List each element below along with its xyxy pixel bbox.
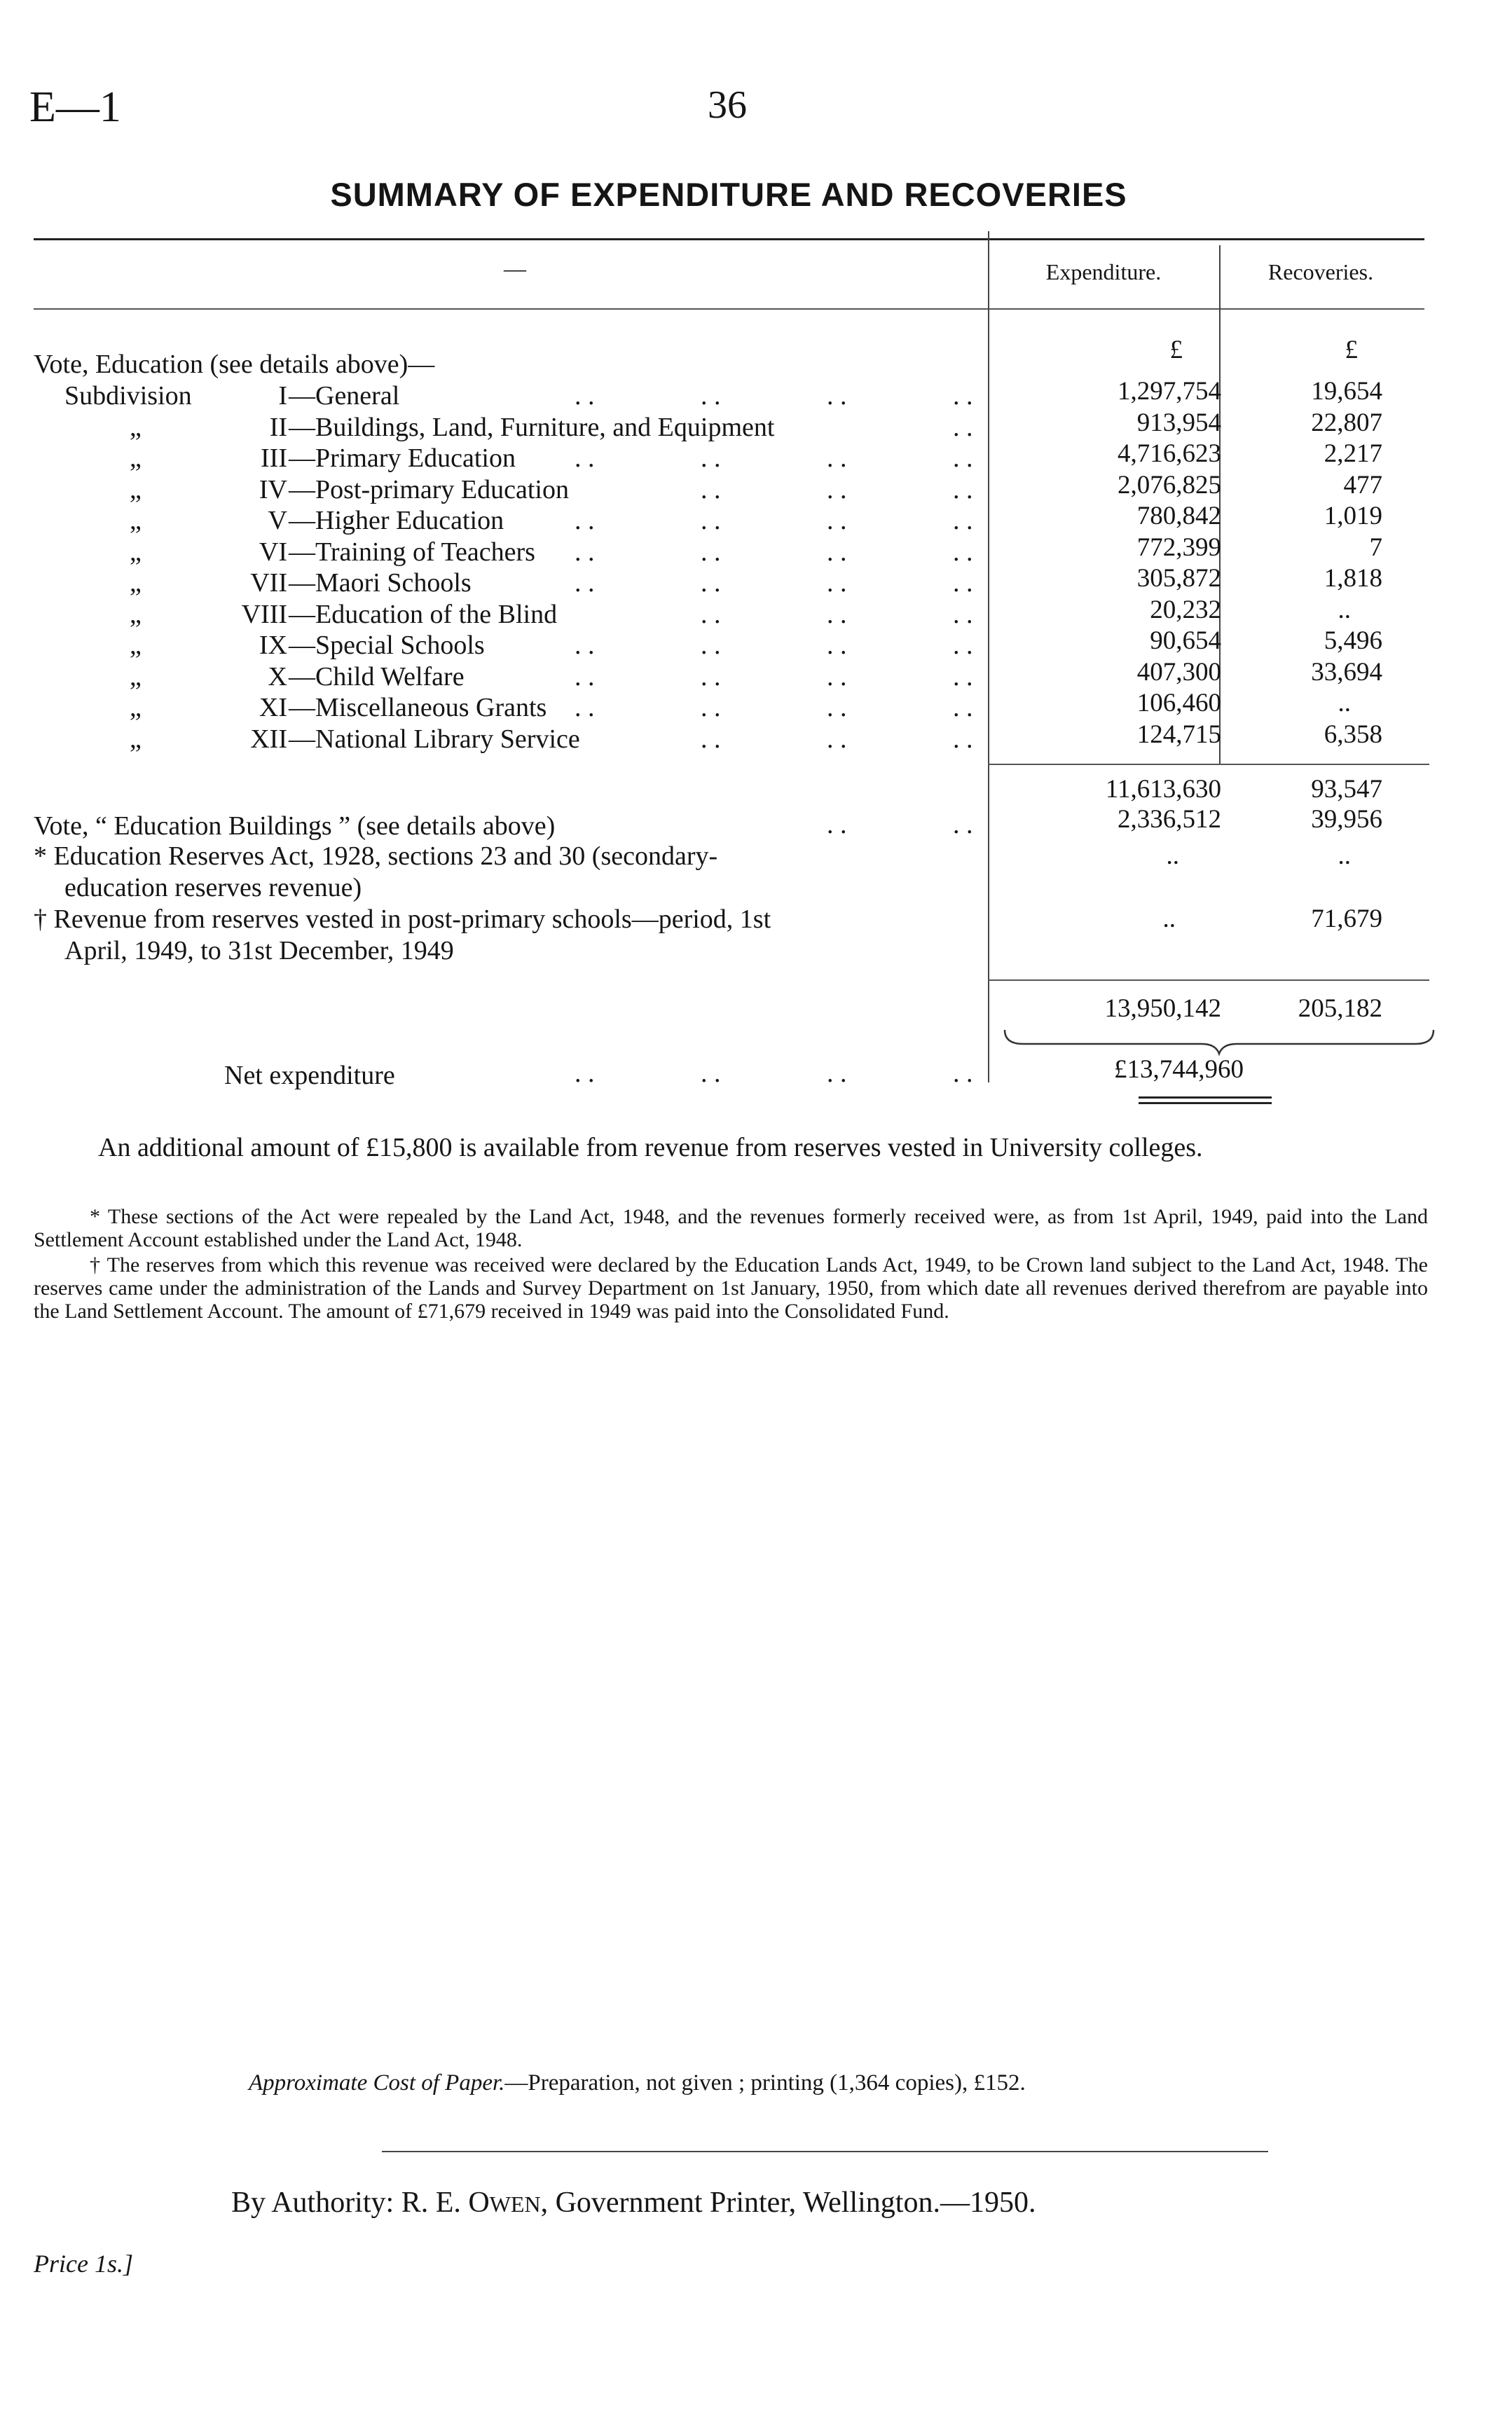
leader-dots: . . xyxy=(827,443,847,473)
authority-name-rest: WEN xyxy=(489,2191,541,2217)
leader-dots: . . xyxy=(953,693,973,722)
leader-dots: . . xyxy=(701,631,721,660)
subdivision-recoveries: 1,019 xyxy=(1324,502,1382,530)
subdivision-row xyxy=(0,595,1512,630)
leader-dots: . . xyxy=(701,661,721,691)
ditto-mark: „ xyxy=(130,599,142,629)
table-header-bottom-rule xyxy=(34,308,1424,310)
leader-dots: . . xyxy=(701,474,721,504)
subdivision-row xyxy=(0,626,1512,661)
subtotal-rule xyxy=(988,764,1429,765)
authority-prefix: By Authority: R. E. xyxy=(231,2187,469,2219)
leader-dots: . . xyxy=(575,381,595,411)
subdivision-recoveries: 1,818 xyxy=(1324,564,1382,593)
ditto-mark: „ xyxy=(130,568,142,598)
leader-dots: . . xyxy=(701,693,721,722)
leader-dots: . . xyxy=(575,631,595,660)
report-code: E—1 xyxy=(29,83,121,131)
subdivision-recoveries: 22,807 xyxy=(1311,408,1382,437)
subdivision-recoveries: 5,496 xyxy=(1324,626,1382,655)
column-head-recoveries: Recoveries. xyxy=(1267,259,1374,284)
buildings-leader: . . xyxy=(827,810,847,839)
cost-of-paper xyxy=(249,2070,1026,2096)
net-double-rule-2 xyxy=(1139,1102,1272,1104)
table-top-rule xyxy=(34,238,1424,240)
reserves-act-expenditure: .. xyxy=(1166,841,1179,870)
footnote-2: † The reserves from which this revenue was received were declared by the Education Lands Act, 1949, to be Crown land subject to the Land Act, 1948. The reserves came under the administration of the Lands and Survey Department on 1st January, 1950, from which date all revenues derived therefrom are payable into the Land Settlement Account. The amount of £71,679 received in 1949 was paid into the Consolidated Fund. xyxy=(34,1253,1428,1323)
authority-suffix: , Government Printer, Wellington.—1950. xyxy=(540,2187,1036,2219)
imprint-rule xyxy=(382,2151,1268,2152)
leader-dots: . . xyxy=(827,537,847,567)
subdivision-name: —Training of Teachers xyxy=(289,537,535,567)
buildings-recoveries: 39,956 xyxy=(1311,805,1382,834)
subdivision-numeral: IX xyxy=(259,631,287,660)
currency-symbol-recoveries: £ xyxy=(1345,336,1358,364)
revenue-reserves-recoveries: 71,679 xyxy=(1311,904,1382,933)
subdivision-row xyxy=(0,470,1512,505)
subdivision-numeral: III xyxy=(261,443,287,473)
leader-dots: . . xyxy=(953,474,973,504)
subdivision-name: —General xyxy=(289,381,400,411)
subdivision-name: —Maori Schools xyxy=(289,568,472,598)
ditto-mark: „ xyxy=(130,661,142,691)
subdivision-expenditure: 780,842 xyxy=(1136,502,1221,530)
subdivision-expenditure: 772,399 xyxy=(1136,532,1221,562)
leader-dots: . . xyxy=(827,474,847,504)
revenue-reserves-line2: April, 1949, to 31st December, 1949 xyxy=(64,936,454,965)
net-double-rule-1 xyxy=(1139,1096,1272,1099)
currency-symbol-expenditure: £ xyxy=(1169,336,1183,364)
subdivision-name: —Buildings, Land, Furniture, and Equipment xyxy=(289,412,775,442)
subdivision-expenditure: 90,654 xyxy=(1150,626,1221,655)
subdivision-numeral: XII xyxy=(250,724,287,754)
leader-dots: . . xyxy=(701,506,721,535)
subdivision-numeral: VIII xyxy=(241,599,287,629)
subdivision-expenditure: 124,715 xyxy=(1136,720,1221,749)
footnote-1: * These sections of the Act were repealed by the Land Act, 1948, and the revenues formerly received were, as from 1st April, 1949, paid into the Land Settlement Account established under the Land Act, 1948. xyxy=(34,1205,1428,1251)
subdivision-recoveries: 2,217 xyxy=(1324,439,1382,468)
cost-of-paper-label: Approximate Cost of Paper. xyxy=(249,2070,505,2096)
subtotal-recoveries: 93,547 xyxy=(1311,775,1382,804)
leader-dots: . . xyxy=(575,568,595,598)
page-number: 36 xyxy=(708,83,747,127)
subdivision-expenditure: 20,232 xyxy=(1150,595,1221,624)
total-recoveries: 205,182 xyxy=(1298,994,1382,1023)
ditto-mark: „ xyxy=(130,724,142,754)
subdivision-expenditure: 913,954 xyxy=(1136,408,1221,437)
leader-dots: . . xyxy=(953,381,973,411)
subdivision-row xyxy=(0,377,1512,411)
subdivision-name: —Education of the Blind xyxy=(289,599,558,629)
ditto-mark: „ xyxy=(130,537,142,567)
leader-dots: . . xyxy=(701,724,721,754)
leader-dots: . . xyxy=(701,568,721,598)
subdivision-row xyxy=(0,439,1512,474)
total-brace xyxy=(1002,1028,1436,1057)
buildings-expenditure: 2,336,512 xyxy=(1118,805,1221,834)
subdivision-numeral: IV xyxy=(259,474,287,504)
ditto-mark: „ xyxy=(130,631,142,660)
subdivision-row xyxy=(0,408,1512,443)
leader-dots: . . xyxy=(575,443,595,473)
revenue-reserves-expenditure: .. xyxy=(1162,904,1176,933)
leader-dots: . . xyxy=(575,661,595,691)
leader-dots: . . xyxy=(953,568,973,598)
page-title: SUMMARY OF EXPENDITURE AND RECOVERIES xyxy=(330,176,1127,213)
leader-dots: . . xyxy=(575,537,595,567)
subdivision-recoveries: 33,694 xyxy=(1311,657,1382,687)
net-leader-4: . . xyxy=(953,1059,973,1088)
subdivision-name: —Post-primary Education xyxy=(289,474,569,504)
leader-dots: . . xyxy=(701,537,721,567)
vote-heading: Vote, Education (see details above)— xyxy=(34,350,435,379)
leader-dots: . . xyxy=(701,381,721,411)
ditto-mark: „ xyxy=(130,412,142,442)
subdivision-recoveries: 7 xyxy=(1369,532,1382,562)
column-head-blank: — xyxy=(504,256,526,281)
net-leader-2: . . xyxy=(701,1059,721,1088)
subdivision-expenditure: 2,076,825 xyxy=(1118,470,1221,500)
leader-dots: . . xyxy=(953,537,973,567)
buildings-leader-2: . . xyxy=(953,810,973,839)
leader-dots: . . xyxy=(827,661,847,691)
leader-dots: . . xyxy=(953,724,973,754)
subdivision-numeral: XI xyxy=(259,693,287,722)
subdivision-row xyxy=(0,657,1512,692)
leader-dots: . . xyxy=(827,631,847,660)
reserves-act-line2: education reserves revenue) xyxy=(64,873,362,902)
subdivision-numeral: V xyxy=(268,506,287,535)
subdivision-name: —Special Schools xyxy=(289,631,485,660)
subdivision-numeral: VI xyxy=(259,537,287,567)
leader-dots: . . xyxy=(953,661,973,691)
leader-dots: . . xyxy=(827,381,847,411)
price-label: Price 1s.] xyxy=(34,2250,133,2278)
net-leader-3: . . xyxy=(827,1059,847,1088)
total-expenditure: 13,950,142 xyxy=(1104,994,1221,1023)
leader-dots: . . xyxy=(827,599,847,629)
reserves-act-line1: * Education Reserves Act, 1928, sections 23 and 30 (secondary- xyxy=(34,841,718,871)
subdivision-row xyxy=(0,502,1512,536)
subdivision-recoveries: 6,358 xyxy=(1324,720,1382,749)
subdivision-numeral: I xyxy=(278,381,287,411)
net-leader-1: . . xyxy=(575,1059,595,1088)
leader-dots: . . xyxy=(953,631,973,660)
leader-dots: . . xyxy=(953,443,973,473)
subdivision-expenditure: 407,300 xyxy=(1136,657,1221,687)
revenue-reserves-line1: † Revenue from reserves vested in post-primary schools—period, 1st xyxy=(34,904,771,934)
total-rule xyxy=(988,979,1429,981)
subdivision-name: —Child Welfare xyxy=(289,661,465,691)
leader-dots: . . xyxy=(953,506,973,535)
subtotal-expenditure: 11,613,630 xyxy=(1105,775,1221,804)
subdivision-expenditure: 1,297,754 xyxy=(1118,377,1221,406)
leader-dots: . . xyxy=(575,506,595,535)
leader-dots: . . xyxy=(701,599,721,629)
subdivision-name: —Primary Education xyxy=(289,443,516,473)
additional-note: An additional amount of £15,800 is available from revenue from reserves vested in University colleges. xyxy=(98,1133,1203,1162)
subdivision-numeral: II xyxy=(269,412,287,442)
subdivision-name: —Higher Education xyxy=(289,506,504,535)
authority-name-initial: O xyxy=(468,2187,490,2219)
printer-authority xyxy=(231,2186,1036,2220)
ditto-mark: „ xyxy=(130,693,142,722)
subdivision-recoveries: 477 xyxy=(1343,470,1382,500)
column-head-expenditure: Expenditure. xyxy=(1045,259,1162,284)
leader-dots: . . xyxy=(953,599,973,629)
subdivision-name: —National Library Service xyxy=(289,724,580,754)
net-expenditure-value: £13,744,960 xyxy=(1114,1055,1244,1084)
subdivision-expenditure: 4,716,623 xyxy=(1118,439,1221,468)
subdivision-row xyxy=(0,720,1512,755)
subdivision-numeral: VII xyxy=(250,568,287,598)
reserves-act-recoveries: .. xyxy=(1338,841,1351,870)
cost-of-paper-text: —Preparation, not given ; printing (1,364 copies), £152. xyxy=(504,2070,1026,2096)
ditto-mark: „ xyxy=(130,506,142,535)
net-expenditure-label: Net expenditure xyxy=(224,1061,395,1090)
subdivision-recoveries: 19,654 xyxy=(1311,377,1382,406)
subdivision-numeral: X xyxy=(268,661,287,691)
leader-dots: . . xyxy=(827,724,847,754)
subdivision-recoveries: .. xyxy=(1338,595,1351,624)
ditto-mark: „ xyxy=(130,443,142,473)
subdivision-expenditure: 106,460 xyxy=(1136,689,1221,717)
buildings-label: Vote, “ Education Buildings ” (see details above) xyxy=(34,811,556,841)
subdivision-label: Subdivision xyxy=(64,381,192,411)
subdivision-recoveries: .. xyxy=(1338,689,1351,717)
leader-dots: . . xyxy=(701,443,721,473)
leader-dots: . . xyxy=(827,506,847,535)
leader-dots: . . xyxy=(827,693,847,722)
subdivision-row xyxy=(0,532,1512,567)
subdivision-expenditure: 305,872 xyxy=(1136,564,1221,593)
leader-dots: . . xyxy=(953,412,973,442)
subdivision-row xyxy=(0,689,1512,723)
leader-dots: . . xyxy=(827,568,847,598)
leader-dots: . . xyxy=(575,693,595,722)
ditto-mark: „ xyxy=(130,474,142,504)
subdivision-name: —Miscellaneous Grants xyxy=(289,693,547,722)
subdivision-row xyxy=(0,564,1512,598)
